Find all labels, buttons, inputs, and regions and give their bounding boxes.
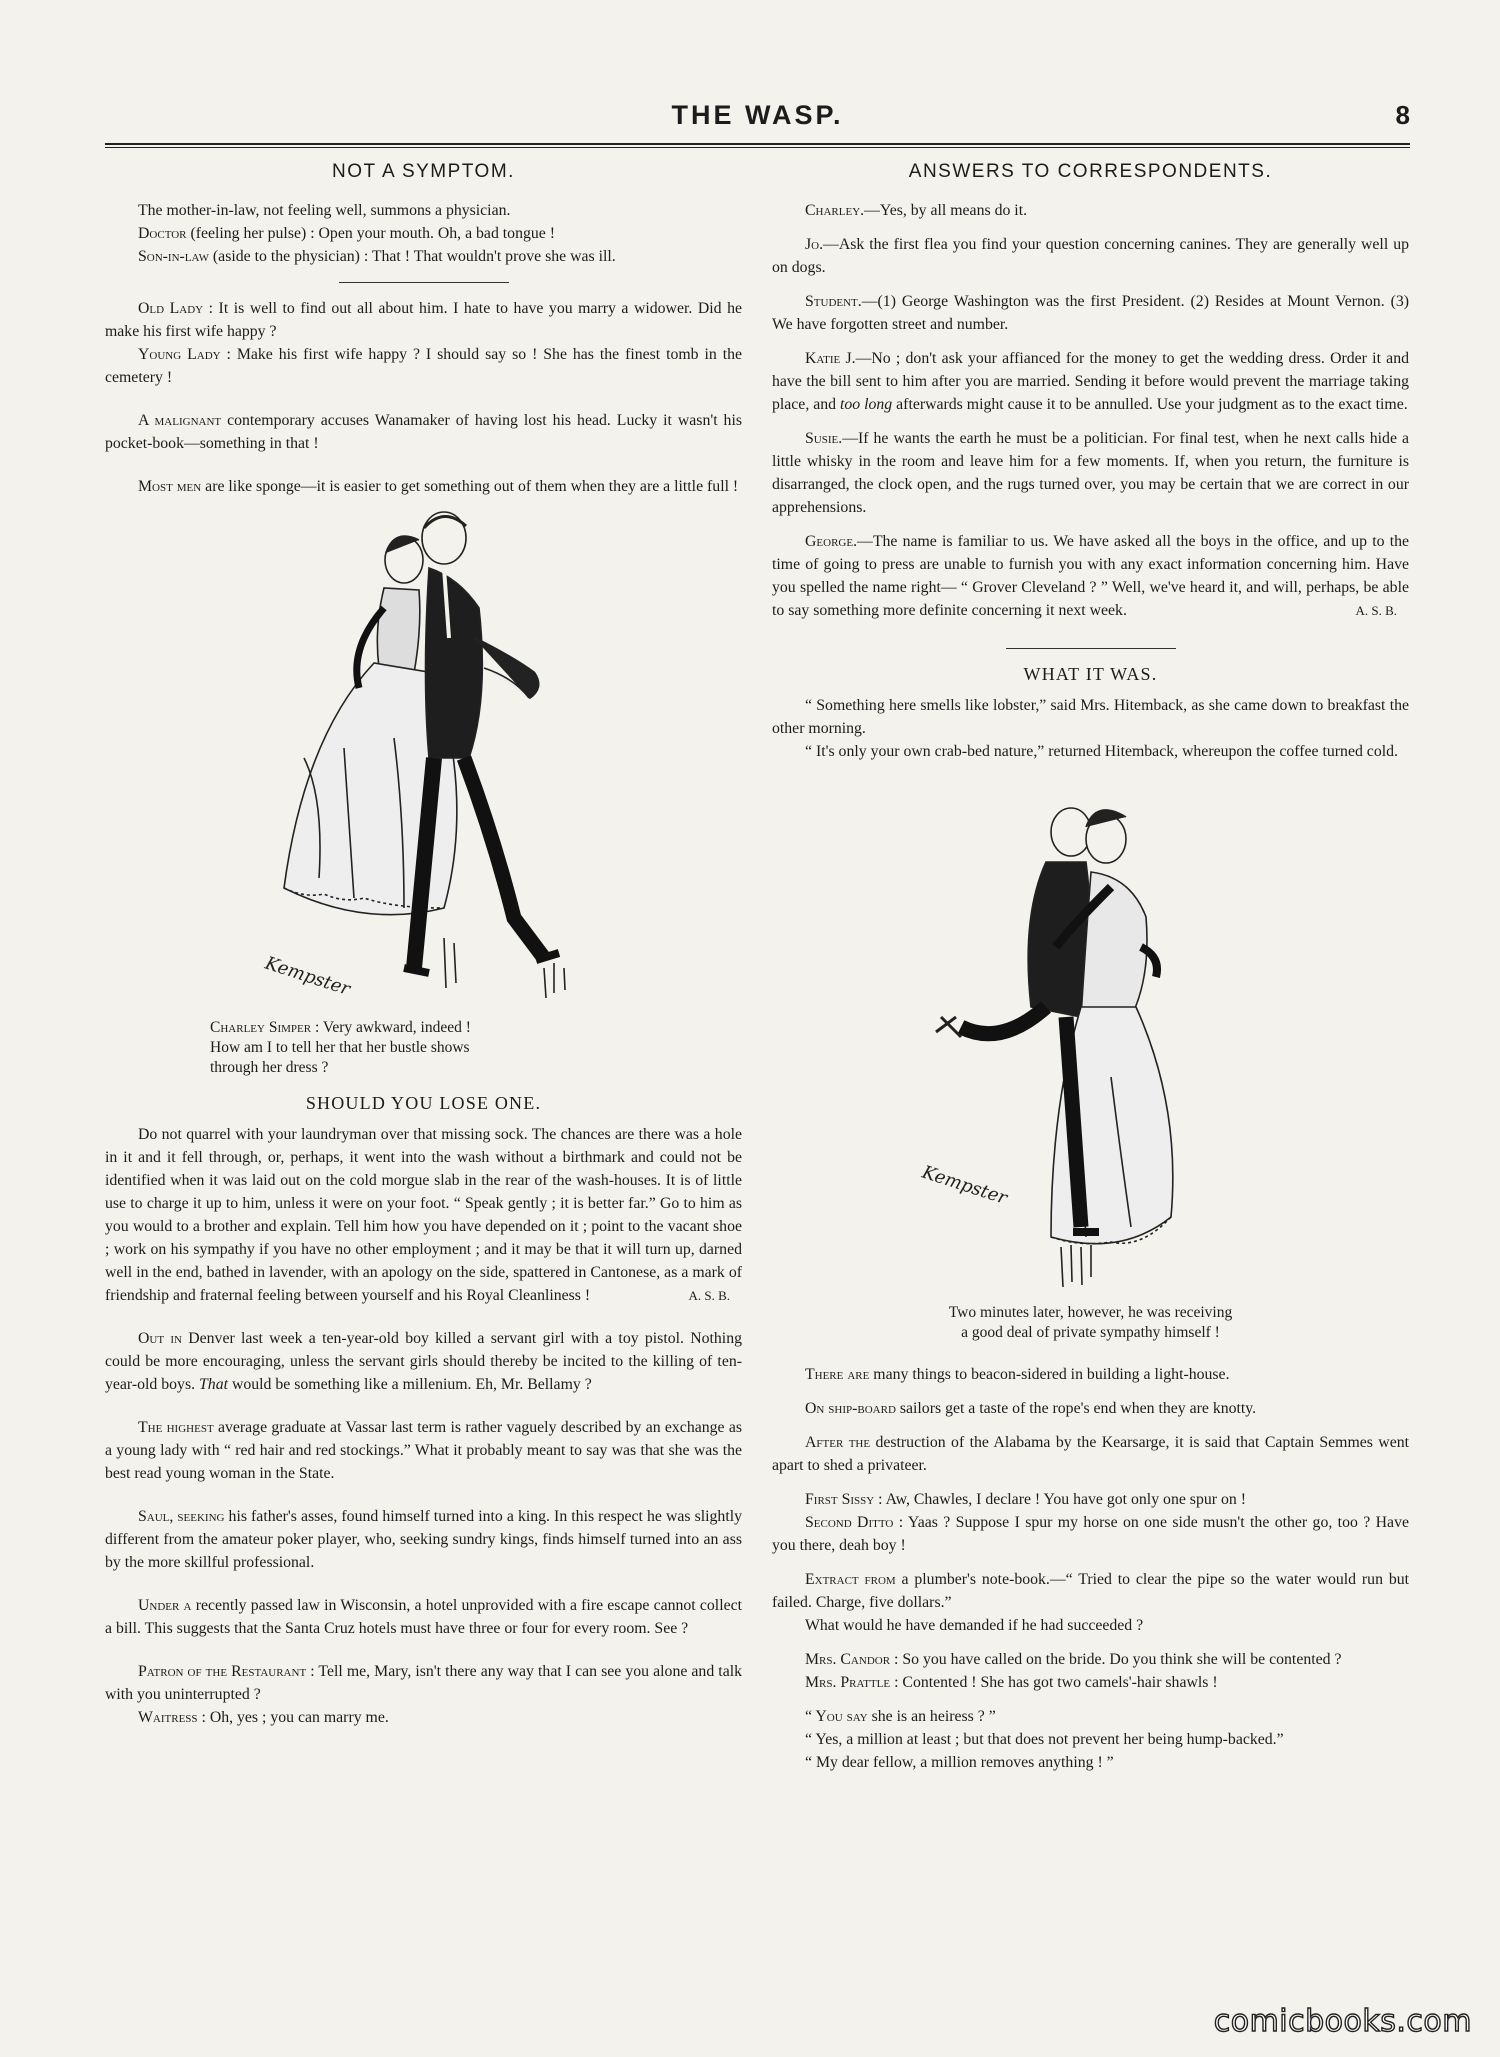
what-paragraph-1: “ Something here smells like lobster,” said Mrs. Hitemback, as she came down to breakfast the other morning. — [772, 697, 1409, 737]
heading-what-it-was: WHAT IT WAS. — [1023, 664, 1158, 684]
malignant-paragraph: A malignant contemporary accuses Wanamaker of having lost his head. Lucky it wasn't his pocket-book—something in that ! — [105, 412, 742, 452]
ship-board-paragraph: On ship-board sailors get a taste of the rope's end when they are knotty. — [805, 1400, 1257, 1417]
answer-student: Student.—(1) George Washington was the first President. (2) Resides at Mount Vernon. (3) We have forgotten street and number. — [772, 293, 1409, 333]
answer-george: George.—The name is familiar to us. We have asked all the boys in the office, and up to the time of going to press are unable to furnish you with any exact information concerning him. Have you spelled the name right— “ Grover Cleveland ? ” Well, we've heard it, and will, perhaps, be able to say something more definite concerning it next week. A. S. B. — [772, 530, 1409, 622]
left-column — [105, 160, 742, 1729]
second-ditto-line: Second Ditto : Yaas ? Suppose I spur my horse on one side musn't the other go, too ? Have you there, deah boy ! — [772, 1514, 1409, 1554]
caption-charley-simper: Charley Simper : Very awkward, indeed ! How am I to tell her that her bustle shows through her dress ? — [210, 1019, 471, 1076]
old-lady-line: Old Lady : It is well to find out all about him. I hate to have you marry a widower. Did he make his first wife happy ? — [105, 300, 742, 340]
caption-two-minutes-later: Two minutes later, however, he was receiving a good deal of private sympathy himself ! — [948, 1304, 1233, 1341]
young-lady-line: Young Lady : Make his first wife happy ? I should say so ! She has the finest tomb in the cemetery ! — [105, 346, 742, 386]
heading-should-you-lose-one: SHOULD YOU LOSE ONE. — [305, 1093, 542, 1113]
answer-susie: Susie.—If he wants the earth he must be a politician. For final test, when he next calls hide a little whisky in the room and leave him for a few moments. If, when you return, the furniture is disarranged, the clock open, and the rugs turned over, you may be certain that we are correct in our apprehensions. — [772, 430, 1409, 516]
heiress-reply: “ Yes, a million at least ; but that does not prevent her being hump-backed.” — [805, 1731, 1284, 1748]
lose-one-paragraph: Do not quarrel with your laundryman over that missing sock. The chances are there was a hole in it and it fell through, or, perhaps, it went into the wash without a birthmark and could not be identified when it was laid out on the cold morgue slab in the rear of the wash-houses. It is of little use to charge it up to him, unless it were on your foot. “ Speak gently ; it is better far.” Go to him as you would to a brother and explain. Tell him how you have depended on it ; point to the vacant shoe ; work on his sympathy if you have no other employment ; and it may be that it will turn up, darned well in the end, bathed in lavender, with an apology on the side, spattered in Cantonese, as a mark of friendship and fraternal feeling between yourself and his Royal Cleanliness ! A. S. B. — [105, 1123, 742, 1307]
illustration-signature-left: Kempster — [261, 952, 353, 1000]
answer-katie: Katie J.—No ; don't ask your affianced for the money to get the wedding dress. Order it and have the bill sent to him after you are married. Sending it before would prevent the marriage taking place, and too long afterwards might cause it to be annulled. Use your judgment as to the exact time. — [772, 350, 1409, 413]
section-divider — [339, 282, 509, 283]
prattle-line: Mrs. Prattle : Contented ! She has got two camels'-hair shawls ! — [805, 1674, 1218, 1691]
under-paragraph: Under a recently passed law in Wisconsin, a hotel unprovided with a fire escape cannot collect a bill. This suggests that the Santa Cruz hotels must have three or four for every room. See ? — [105, 1597, 742, 1637]
watermark-logo: comicbooks.com — [1213, 2004, 1472, 2039]
signature-asb-right: A. S. B. — [1355, 603, 1397, 618]
candor-line: Mrs. Candor : So you have called on the bride. Do you think she will be contented ? — [805, 1651, 1342, 1668]
heading-answers: ANSWERS TO CORRESPONDENTS. — [908, 161, 1273, 182]
embracing-couple-illustration — [881, 777, 1301, 1297]
most-men-paragraph: Most men are like sponge—it is easier to get something out of them when they are a little full ! — [138, 478, 739, 495]
heiress-last: “ My dear fellow, a million removes anything ! ” — [805, 1754, 1114, 1771]
saul-paragraph: Saul, seeking his father's asses, found himself turned into a king. In this respect he was slightly different from the amateur poker player, who, seeking sundry kings, finds himself turned into an ass by the more skillful professional. — [105, 1508, 742, 1571]
waitress-line: Waitress : Oh, yes ; you can marry me. — [138, 1709, 389, 1726]
answer-jo: Jo.—Ask the first flea you find your question concerning canines. They are generally well up on dogs. — [772, 236, 1409, 276]
header-rule-thin — [105, 147, 1410, 148]
heiress-line: “ You say she is an heiress ? ” — [805, 1708, 996, 1725]
symptom-intro: The mother-in-law, not feeling well, summons a physician. — [138, 202, 511, 219]
section-divider-right — [1006, 648, 1176, 649]
after-the-paragraph: After the destruction of the Alabama by the Kearsarge, it is said that Captain Semmes went apart to shed a privateer. — [772, 1434, 1409, 1474]
vassar-paragraph: The highest average graduate at Vassar last term is rather vaguely described by an exchange as a young lady with “ red hair and red stockings.” What it probably meant to say was that she was the best read young woman in the State. — [105, 1419, 742, 1482]
symptom-son-in-law: Son-in-law (aside to the physician) : That ! That wouldn't prove she was ill. — [138, 248, 616, 265]
illustration-signature-right: Kempster — [918, 1161, 1010, 1209]
answer-charley: Charley.—Yes, by all means do it. — [805, 202, 1028, 219]
patron-line: Patron of the Restaurant : Tell me, Mary, isn't there any way that I can see you alone and talk with you uninterrupted ? — [105, 1663, 742, 1703]
page-number: 8 — [1395, 100, 1410, 130]
masthead — [105, 100, 1410, 140]
header-rule — [105, 143, 1410, 145]
signature-asb: A. S. B. — [688, 1288, 730, 1303]
heading-not-a-symptom: NOT A SYMPTOM. — [332, 161, 515, 182]
first-sissy-line: First Sissy : Aw, Chawles, I declare ! You have got only one spur on ! — [805, 1491, 1246, 1508]
denver-paragraph: Out in Denver last week a ten-year-old boy killed a servant girl with a toy pistol. Nothing could be more encouraging, unless the servant girls should thereby be incited to the killing of ten-year-old boys. That would be something like a millenium. Eh, Mr. Bellamy ? — [105, 1330, 742, 1393]
right-column — [772, 160, 1409, 1774]
dancing-couple-illustration — [244, 498, 604, 1018]
there-are-paragraph: There are many things to beacon-sidered in building a light-house. — [805, 1366, 1230, 1383]
what-paragraph-2: “ It's only your own crab-bed nature,” returned Hitemback, whereupon the coffee turned cold. — [805, 743, 1398, 760]
symptom-doctor: Doctor (feeling her pulse) : Open your mouth. Oh, a bad tongue ! — [138, 225, 555, 242]
extract-question: What would he have demanded if he had succeeded ? — [805, 1617, 1144, 1634]
masthead-title: THE WASP. — [671, 100, 844, 130]
extract-paragraph: Extract from a plumber's note-book.—“ Tried to clear the pipe so the water would run but failed. Charge, five dollars.” — [772, 1571, 1409, 1611]
